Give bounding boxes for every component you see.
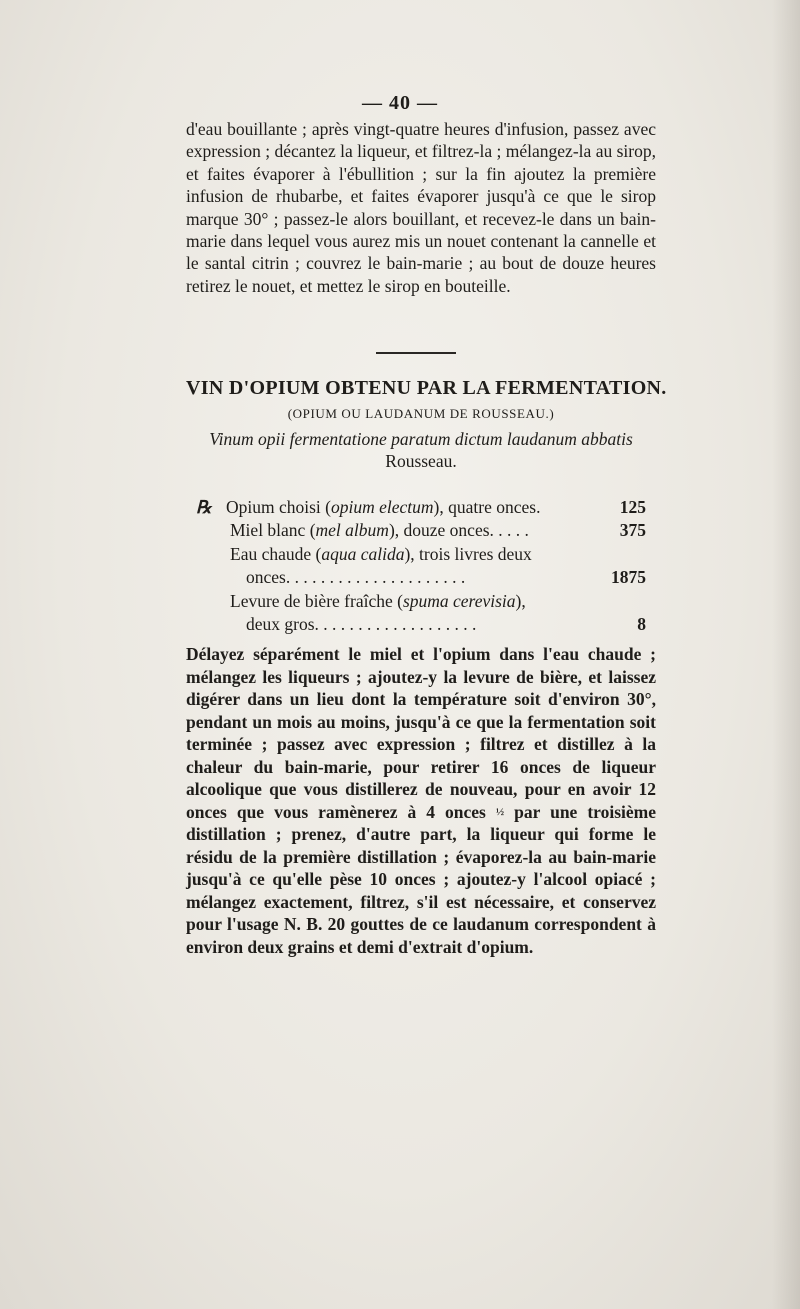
recipe-symbol-icon: ℞ (196, 497, 212, 517)
section-divider (376, 352, 456, 354)
ingredient-row (196, 519, 646, 542)
ingredient-text: ℞ Opium choisi (opium electum), quatre onces. (196, 496, 540, 519)
page-number: — 40 — (362, 92, 438, 114)
ingredient-quantity: 1875 (611, 567, 646, 588)
page-edge-shadow (772, 0, 800, 1309)
ingredient-text: Eau chaude (aqua calida), trois livres deux (230, 543, 532, 564)
ingredient-quantity: 125 (619, 497, 646, 517)
ingredient-text: onces. . . . . . . . . . . . . . . . . . . . . (246, 567, 466, 588)
ingredient-quantity: 375 (619, 520, 646, 541)
ingredient-list (196, 496, 646, 636)
ingredient-text: deux gros. . . . . . . . . . . . . . . . . . . (246, 614, 477, 635)
intro-paragraph: d'eau bouillante ; après vingt-quatre heures d'infusion, passez avec expression ; décantez la liqueur, et filtrez-la ; mélangez-la au sirop, et faites évaporer à l'ébullition ; sur la fin ajoutez la première infusion de rhubarbe, et faites évaporer jusqu'à ce que le sirop marque 30° ; passez-le alors bouillant, et recevez-le dans un bain-marie dans lequel vous aurez mis un nouet contenant la cannelle et le santal citrin ; couvrez le bain-marie ; au bout de douze heures retirez le nouet, et mettez le sirop en bouteille. (186, 119, 656, 296)
ingredient-text: Miel blanc (mel album), douze onces. . . . . (230, 520, 529, 541)
ingredient-row-continued (196, 613, 646, 636)
section-subtitle: (OPIUM OU LAUDANUM DE ROUSSEAU.) (287, 406, 555, 421)
ingredient-text: Levure de bière fraîche (spuma cerevisia), (230, 590, 526, 611)
ingredient-row (196, 590, 646, 613)
method-paragraph: Délayez séparément le miel et l'opium dans l'eau chaude ; mélangez les liqueurs ; ajoutez-y la levure de bière, et laissez digérer dans un lieu dont la température soit d'environ 30°, pendant un mois au moins, jusqu'à ce que la fermentation soit terminée ; passez avec expression ; filtrez et distillez à la chaleur du bain-marie, pour retirer 16 onces de liqueur alcoolique que vous distillerez de nouveau, pour en avoir 12 onces que vous ramènerez à 4 onces ½ par une troisième distillation ; prenez, d'autre part, la liqueur qui forme le résidu de la première distillation ; évaporez-la au bain-marie jusqu'à ce qu'elle pèse 10 onces ; ajoutez-y l'alcool opiacé ; mélangez exactement, filtrez, s'il est nécessaire, et conservez pour l'usage N. B. 20 gouttes de ce laudanum correspondent à environ deux grains et demi d'extrait d'opium. (186, 644, 657, 957)
section-title: VIN D'OPIUM OBTENU PAR LA FERMENTATION. (186, 377, 667, 399)
ingredient-row (196, 543, 646, 566)
latin-title-italic: Vinum opii fermentatione paratum dictum laudanum abbatis (209, 429, 633, 449)
latin-title (186, 428, 656, 472)
ingredient-quantity: 8 (637, 614, 646, 635)
ingredient-row (196, 496, 646, 519)
fraction: ½ (495, 805, 505, 818)
ingredient-row-continued (196, 566, 646, 589)
latin-title-roman: Rousseau. (385, 451, 457, 471)
